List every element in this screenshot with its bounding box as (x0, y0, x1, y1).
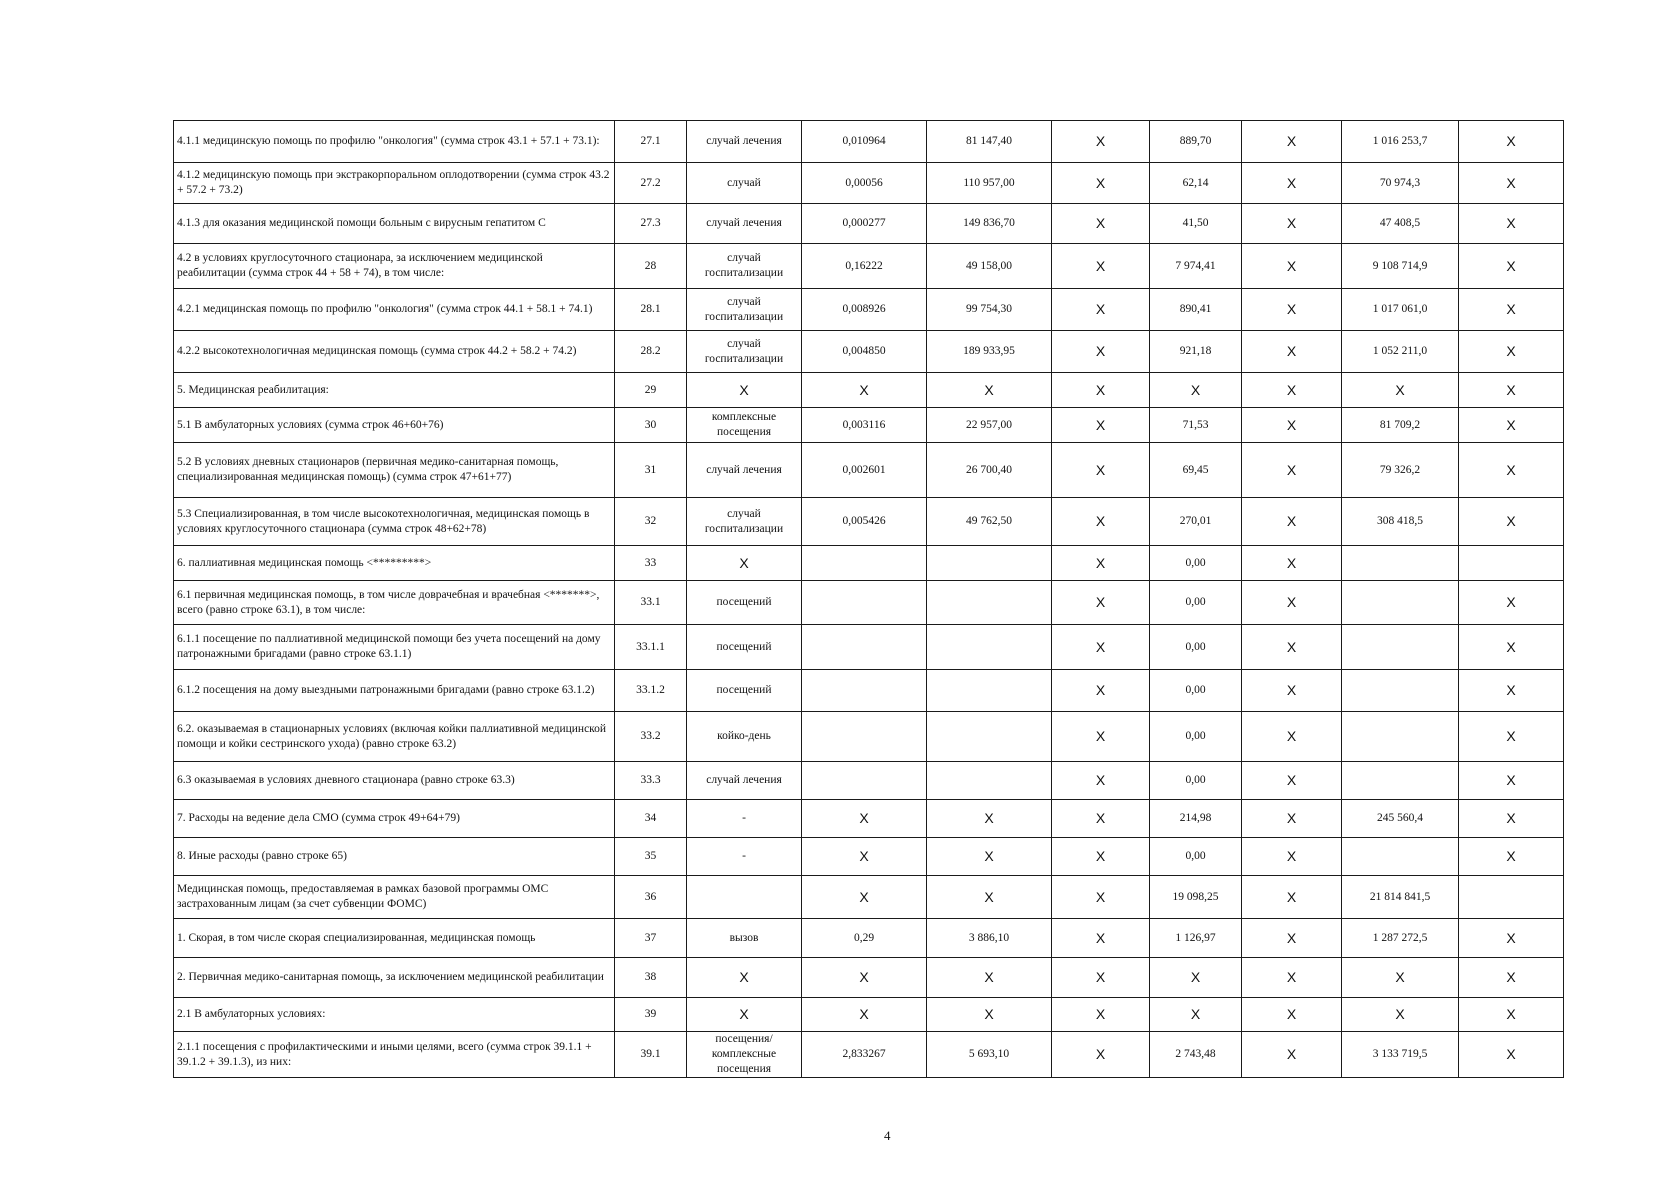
cell-unit: случай (687, 163, 802, 204)
cell-col9 (1342, 625, 1459, 670)
cell-col6: Х (1052, 670, 1150, 712)
cell-col5: Х (927, 876, 1052, 919)
cell-col4 (802, 762, 927, 800)
cell-unit: койко-день (687, 712, 802, 762)
cell-unit: вызов (687, 919, 802, 958)
cell-col4: 0,004850 (802, 331, 927, 373)
cell-row-number: 34 (615, 800, 687, 838)
cell-col8: Х (1242, 289, 1342, 331)
cell-col7: 19 098,25 (1150, 876, 1242, 919)
cell-name: 6.2. оказываемая в стационарных условиях (включая койки паллиативной медицинской помощи и койки сестринского ухода) (равно строке 63.2) (174, 712, 615, 762)
cell-col7: 921,18 (1150, 331, 1242, 373)
cell-col7: 62,14 (1150, 163, 1242, 204)
cell-col8: Х (1242, 331, 1342, 373)
cell-col10: Х (1459, 670, 1564, 712)
cell-col9: 308 418,5 (1342, 498, 1459, 546)
cell-row-number: 32 (615, 498, 687, 546)
cell-col8: Х (1242, 163, 1342, 204)
cell-col9: 47 408,5 (1342, 204, 1459, 244)
cell-col4: 0,005426 (802, 498, 927, 546)
cell-row-number: 28.1 (615, 289, 687, 331)
cell-col10: Х (1459, 373, 1564, 408)
cell-col7: Х (1150, 958, 1242, 998)
cell-col4: 2,833267 (802, 1032, 927, 1078)
cell-col8: Х (1242, 546, 1342, 581)
cell-col4: Х (802, 838, 927, 876)
cell-col6: Х (1052, 876, 1150, 919)
cell-col8: Х (1242, 498, 1342, 546)
cell-col5: Х (927, 998, 1052, 1032)
cell-row-number: 33 (615, 546, 687, 581)
cell-col6: Х (1052, 919, 1150, 958)
cell-name: 4.2.1 медицинская помощь по профилю "онкология" (сумма строк 44.1 + 58.1 + 74.1) (174, 289, 615, 331)
cell-col10: Х (1459, 1032, 1564, 1078)
cell-col4: Х (802, 373, 927, 408)
cell-col10: Х (1459, 919, 1564, 958)
cell-col6: Х (1052, 625, 1150, 670)
cell-row-number: 33.1.2 (615, 670, 687, 712)
cell-col4 (802, 546, 927, 581)
table-row (174, 331, 1564, 373)
table-row (174, 958, 1564, 998)
cell-unit: Х (687, 958, 802, 998)
cell-col9 (1342, 712, 1459, 762)
cell-col5: 189 933,95 (927, 331, 1052, 373)
cell-unit: случай госпитализации (687, 244, 802, 289)
cell-row-number: 27.3 (615, 204, 687, 244)
cell-col10: Х (1459, 121, 1564, 163)
cell-col9 (1342, 670, 1459, 712)
cell-col10: Х (1459, 244, 1564, 289)
cell-name: Медицинская помощь, предоставляемая в рамках базовой программы ОМС застрахованным лицам (за счет субвенции ФОМС) (174, 876, 615, 919)
cell-name: 6.1 первичная медицинская помощь, в том числе доврачебная и врачебная <*******>, всего (равно строке 63.1), в том числе: (174, 581, 615, 625)
cell-col7: 1 126,97 (1150, 919, 1242, 958)
cell-col8: Х (1242, 919, 1342, 958)
cell-col7: 7 974,41 (1150, 244, 1242, 289)
cell-name: 4.2 в условиях круглосуточного стационара, за исключением медицинской реабилитации (сумма строк 44 + 58 + 74), в том числе: (174, 244, 615, 289)
cell-col9: 245 560,4 (1342, 800, 1459, 838)
cell-col4: Х (802, 876, 927, 919)
cell-col5 (927, 670, 1052, 712)
cell-col8: Х (1242, 121, 1342, 163)
table-row (174, 408, 1564, 443)
cell-row-number: 33.1 (615, 581, 687, 625)
cell-col4 (802, 625, 927, 670)
cell-unit: случай лечения (687, 762, 802, 800)
table-row (174, 204, 1564, 244)
cell-col4: 0,16222 (802, 244, 927, 289)
cell-col9: 1 016 253,7 (1342, 121, 1459, 163)
cell-col4: Х (802, 958, 927, 998)
cell-col10: Х (1459, 581, 1564, 625)
cell-col9: 9 108 714,9 (1342, 244, 1459, 289)
cell-col4 (802, 712, 927, 762)
cell-col10: Х (1459, 331, 1564, 373)
cell-col9 (1342, 581, 1459, 625)
cell-col6: Х (1052, 121, 1150, 163)
table-row (174, 712, 1564, 762)
cell-col10: Х (1459, 712, 1564, 762)
cell-col4 (802, 670, 927, 712)
cell-col4: 0,002601 (802, 443, 927, 498)
cell-row-number: 27.2 (615, 163, 687, 204)
cell-name: 6. паллиативная медицинская помощь <*********> (174, 546, 615, 581)
cell-row-number: 35 (615, 838, 687, 876)
cell-name: 4.2.2 высокотехнологичная медицинская помощь (сумма строк 44.2 + 58.2 + 74.2) (174, 331, 615, 373)
cell-col9 (1342, 838, 1459, 876)
cell-row-number: 30 (615, 408, 687, 443)
cell-col5: 3 886,10 (927, 919, 1052, 958)
cell-col7: 270,01 (1150, 498, 1242, 546)
table-row (174, 919, 1564, 958)
cell-col4: 0,003116 (802, 408, 927, 443)
cell-col6: Х (1052, 546, 1150, 581)
cell-name: 6.1.1 посещение по паллиативной медицинской помощи без учета посещений на дому патронажными бригадами (равно строке 63.1.1) (174, 625, 615, 670)
cell-col7: Х (1150, 373, 1242, 408)
cell-row-number: 27.1 (615, 121, 687, 163)
cell-col5: Х (927, 800, 1052, 838)
cell-name: 2. Первичная медико-санитарная помощь, за исключением медицинской реабилитации (174, 958, 615, 998)
cell-col8: Х (1242, 1032, 1342, 1078)
cell-col5: 5 693,10 (927, 1032, 1052, 1078)
cell-col9 (1342, 546, 1459, 581)
cell-col7: 69,45 (1150, 443, 1242, 498)
cell-col9: Х (1342, 958, 1459, 998)
cell-col8: Х (1242, 204, 1342, 244)
cell-col7: 0,00 (1150, 762, 1242, 800)
cell-col8: Х (1242, 762, 1342, 800)
cell-col10: Х (1459, 625, 1564, 670)
cell-col5: 110 957,00 (927, 163, 1052, 204)
cell-col9: 79 326,2 (1342, 443, 1459, 498)
cell-col5: 149 836,70 (927, 204, 1052, 244)
cell-col8: Х (1242, 625, 1342, 670)
cell-unit: Х (687, 998, 802, 1032)
cell-col6: Х (1052, 998, 1150, 1032)
cell-row-number: 33.3 (615, 762, 687, 800)
cell-name: 6.3 оказываемая в условиях дневного стационара (равно строке 63.3) (174, 762, 615, 800)
cell-name: 4.1.3 для оказания медицинской помощи больным с вирусным гепатитом С (174, 204, 615, 244)
cell-col7: 0,00 (1150, 712, 1242, 762)
table-row (174, 998, 1564, 1032)
cell-col5: 81 147,40 (927, 121, 1052, 163)
cell-unit: посещений (687, 670, 802, 712)
cell-col5: Х (927, 838, 1052, 876)
cell-col10: Х (1459, 408, 1564, 443)
cell-col8: Х (1242, 712, 1342, 762)
cell-name: 2.1 В амбулаторных условиях: (174, 998, 615, 1032)
table-row (174, 670, 1564, 712)
cell-col6: Х (1052, 373, 1150, 408)
cell-col8: Х (1242, 958, 1342, 998)
cell-name: 2.1.1 посещения с профилактическими и иными целями, всего (сумма строк 39.1.1 + 39.1.2 + 39.1.3), из них: (174, 1032, 615, 1078)
cell-col5 (927, 762, 1052, 800)
table-row (174, 838, 1564, 876)
cell-col5 (927, 546, 1052, 581)
cell-col9 (1342, 762, 1459, 800)
cell-row-number: 31 (615, 443, 687, 498)
cell-col9: Х (1342, 998, 1459, 1032)
cell-col9: 1 017 061,0 (1342, 289, 1459, 331)
cell-name: 8. Иные расходы (равно строке 65) (174, 838, 615, 876)
cell-col10: Х (1459, 762, 1564, 800)
table-row (174, 581, 1564, 625)
cell-unit: посещений (687, 625, 802, 670)
cell-col7: 890,41 (1150, 289, 1242, 331)
cell-unit (687, 876, 802, 919)
cell-col5: 99 754,30 (927, 289, 1052, 331)
cell-row-number: 29 (615, 373, 687, 408)
cell-col5: 49 158,00 (927, 244, 1052, 289)
cell-col5: Х (927, 373, 1052, 408)
cell-row-number: 39 (615, 998, 687, 1032)
cell-name: 4.1.1 медицинскую помощь по профилю "онкология" (сумма строк 43.1 + 57.1 + 73.1): (174, 121, 615, 163)
cell-col8: Х (1242, 408, 1342, 443)
cell-col4: 0,00056 (802, 163, 927, 204)
cell-col10 (1459, 876, 1564, 919)
cell-col7: Х (1150, 998, 1242, 1032)
cell-row-number: 39.1 (615, 1032, 687, 1078)
cell-name: 1. Скорая, в том числе скорая специализированная, медицинская помощь (174, 919, 615, 958)
cell-col5: 26 700,40 (927, 443, 1052, 498)
cell-col5 (927, 581, 1052, 625)
cell-col8: Х (1242, 800, 1342, 838)
cell-row-number: 36 (615, 876, 687, 919)
table-row (174, 876, 1564, 919)
cell-unit: случай госпитализации (687, 289, 802, 331)
cell-col4 (802, 581, 927, 625)
cell-col7: 0,00 (1150, 546, 1242, 581)
cell-col6: Х (1052, 289, 1150, 331)
cell-col5: 22 957,00 (927, 408, 1052, 443)
cell-col10: Х (1459, 838, 1564, 876)
cell-row-number: 28 (615, 244, 687, 289)
cell-row-number: 33.1.1 (615, 625, 687, 670)
cell-col4: 0,29 (802, 919, 927, 958)
table-row (174, 289, 1564, 331)
cell-col6: Х (1052, 581, 1150, 625)
cell-col6: Х (1052, 204, 1150, 244)
cell-col10: Х (1459, 998, 1564, 1032)
page-number: 4 (884, 1128, 891, 1143)
cell-name: 7. Расходы на ведение дела СМО (сумма строк 49+64+79) (174, 800, 615, 838)
cell-unit: случай госпитализации (687, 498, 802, 546)
cell-row-number: 28.2 (615, 331, 687, 373)
table-row (174, 546, 1564, 581)
cell-col10: Х (1459, 443, 1564, 498)
data-table (173, 120, 1564, 1078)
cell-unit: случай госпитализации (687, 331, 802, 373)
cell-unit: - (687, 800, 802, 838)
table-row (174, 163, 1564, 204)
cell-col8: Х (1242, 443, 1342, 498)
cell-col4: 0,008926 (802, 289, 927, 331)
cell-col8: Х (1242, 998, 1342, 1032)
cell-col8: Х (1242, 244, 1342, 289)
table-row (174, 498, 1564, 546)
cell-col9: 21 814 841,5 (1342, 876, 1459, 919)
cell-name: 5.2 В условиях дневных стационаров (первичная медико-санитарная помощь, специализированная медицинская помощь) (сумма строк 47+61+77) (174, 443, 615, 498)
cell-col9: Х (1342, 373, 1459, 408)
cell-col10: Х (1459, 289, 1564, 331)
cell-unit: посещения/комплексные посещения (687, 1032, 802, 1078)
cell-col10: Х (1459, 800, 1564, 838)
cell-col9: 3 133 719,5 (1342, 1032, 1459, 1078)
cell-unit: случай лечения (687, 204, 802, 244)
table-row (174, 800, 1564, 838)
table-row (174, 625, 1564, 670)
cell-col10: Х (1459, 958, 1564, 998)
table-row (174, 121, 1564, 163)
cell-col7: 0,00 (1150, 625, 1242, 670)
cell-col6: Х (1052, 1032, 1150, 1078)
cell-col10: Х (1459, 498, 1564, 546)
table-row (174, 1032, 1564, 1078)
cell-col6: Х (1052, 163, 1150, 204)
cell-col9: 1 287 272,5 (1342, 919, 1459, 958)
cell-col7: 0,00 (1150, 670, 1242, 712)
cell-col9: 70 974,3 (1342, 163, 1459, 204)
cell-col10 (1459, 546, 1564, 581)
cell-col6: Х (1052, 244, 1150, 289)
cell-col5 (927, 625, 1052, 670)
cell-name: 6.1.2 посещения на дому выездными патронажными бригадами (равно строке 63.1.2) (174, 670, 615, 712)
cell-unit: комплексные посещения (687, 408, 802, 443)
table-row (174, 373, 1564, 408)
cell-col7: 214,98 (1150, 800, 1242, 838)
cell-col8: Х (1242, 876, 1342, 919)
cell-col5 (927, 712, 1052, 762)
cell-col10: Х (1459, 163, 1564, 204)
cell-name: 4.1.2 медицинскую помощь при экстракорпоральном оплодотворении (сумма строк 43.2 + 57.2 + 73.2) (174, 163, 615, 204)
table-row (174, 762, 1564, 800)
cell-col8: Х (1242, 670, 1342, 712)
cell-col7: 2 743,48 (1150, 1032, 1242, 1078)
cell-col6: Х (1052, 958, 1150, 998)
cell-col7: 71,53 (1150, 408, 1242, 443)
cell-unit: Х (687, 546, 802, 581)
table-row (174, 244, 1564, 289)
cell-col10: Х (1459, 204, 1564, 244)
cell-col4: 0,010964 (802, 121, 927, 163)
cell-col9: 1 052 211,0 (1342, 331, 1459, 373)
cell-col6: Х (1052, 762, 1150, 800)
cell-col7: 0,00 (1150, 838, 1242, 876)
cell-col4: Х (802, 800, 927, 838)
cell-col7: 41,50 (1150, 204, 1242, 244)
cell-col5: 49 762,50 (927, 498, 1052, 546)
cell-col6: Х (1052, 443, 1150, 498)
cell-col8: Х (1242, 581, 1342, 625)
cell-name: 5. Медицинская реабилитация: (174, 373, 615, 408)
cell-col8: Х (1242, 838, 1342, 876)
cell-col6: Х (1052, 712, 1150, 762)
cell-col6: Х (1052, 408, 1150, 443)
cell-unit: случай лечения (687, 443, 802, 498)
cell-col6: Х (1052, 331, 1150, 373)
cell-col6: Х (1052, 800, 1150, 838)
cell-col7: 889,70 (1150, 121, 1242, 163)
cell-col8: Х (1242, 373, 1342, 408)
cell-col6: Х (1052, 498, 1150, 546)
cell-row-number: 33.2 (615, 712, 687, 762)
cell-col9: 81 709,2 (1342, 408, 1459, 443)
cell-col4: 0,000277 (802, 204, 927, 244)
cell-col5: Х (927, 958, 1052, 998)
table-row (174, 443, 1564, 498)
cell-name: 5.3 Специализированная, в том числе высокотехнологичная, медицинская помощь в условиях круглосуточного стационара (сумма строк 48+62+78) (174, 498, 615, 546)
cell-row-number: 37 (615, 919, 687, 958)
cell-unit: Х (687, 373, 802, 408)
cell-name: 5.1 В амбулаторных условиях (сумма строк 46+60+76) (174, 408, 615, 443)
cell-unit: - (687, 838, 802, 876)
cell-row-number: 38 (615, 958, 687, 998)
cell-unit: случай лечения (687, 121, 802, 163)
cell-col7: 0,00 (1150, 581, 1242, 625)
cell-col6: Х (1052, 838, 1150, 876)
cell-unit: посещений (687, 581, 802, 625)
cell-col4: Х (802, 998, 927, 1032)
